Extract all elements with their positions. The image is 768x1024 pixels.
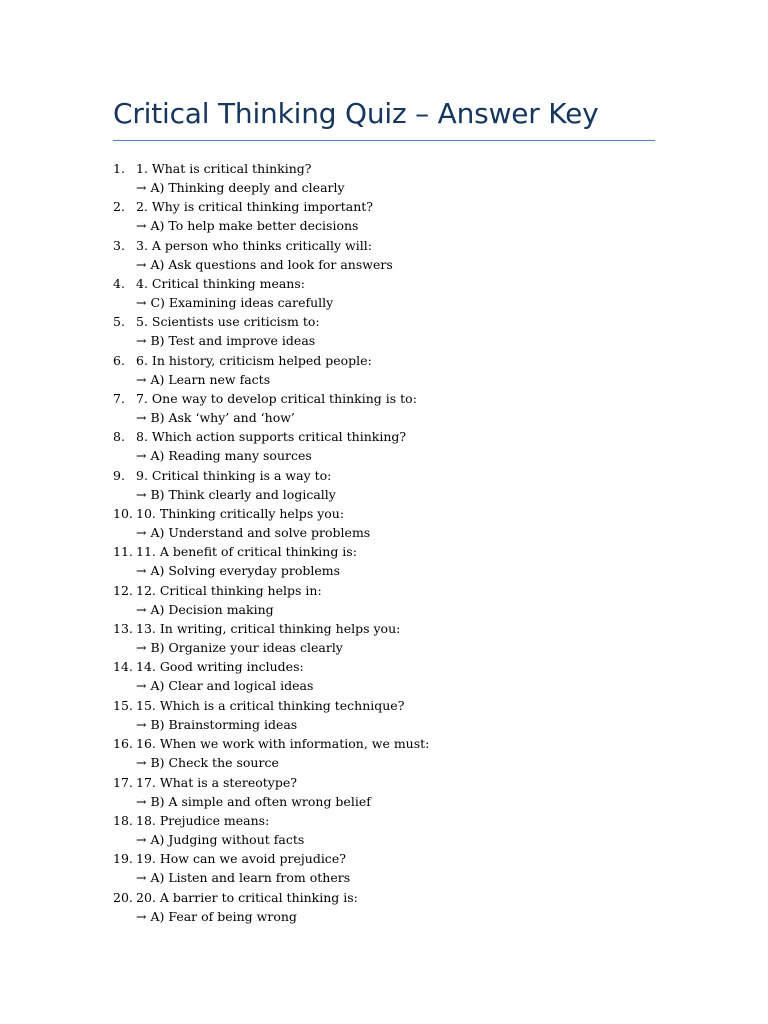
answer-text: → A) Understand and solve problems (136, 525, 371, 541)
list-item (113, 197, 673, 235)
question-text: 12. Critical thinking helps in: (136, 582, 322, 598)
question-text: 19. How can we avoid prejudice? (136, 851, 346, 867)
question-text: 3. A person who thinks critically will: (136, 237, 372, 253)
answer-text: → A) Decision making (136, 601, 274, 617)
list-item (113, 657, 673, 695)
question-text: 18. Prejudice means: (136, 812, 270, 828)
answer-text: → B) Test and improve ideas (136, 333, 316, 349)
title-divider (113, 140, 655, 141)
item-number: 14. (113, 659, 133, 675)
item-number: 4. (113, 276, 125, 292)
answer-text: → A) Fear of being wrong (136, 908, 297, 924)
item-number: 13. (113, 621, 133, 637)
list-item (113, 773, 673, 811)
list-item (113, 849, 673, 887)
list-item (113, 619, 673, 657)
list-item (113, 351, 673, 389)
question-text: 11. A benefit of critical thinking is: (136, 544, 357, 560)
question-text: 17. What is a stereotype? (136, 774, 297, 790)
question-text: 1. What is critical thinking? (136, 161, 312, 176)
answer-text: → B) Think clearly and logically (136, 486, 336, 502)
answer-text: → B) Ask ‘why’ and ‘how’ (136, 410, 295, 426)
list-item (113, 581, 673, 619)
item-number: 19. (113, 851, 133, 867)
question-text: 5. Scientists use criticism to: (136, 314, 320, 330)
answer-text: → A) Clear and logical ideas (136, 678, 314, 694)
item-number: 17. (113, 774, 133, 790)
question-text: 16. When we work with information, we must: (136, 736, 430, 752)
answer-text: → B) Brainstorming ideas (136, 716, 298, 732)
answer-text: → B) Organize your ideas clearly (136, 640, 343, 656)
question-text: 2. Why is critical thinking important? (136, 199, 373, 215)
list-item (113, 734, 673, 772)
answer-text: → A) Thinking deeply and clearly (136, 180, 345, 195)
list-item (113, 427, 673, 465)
list-item (113, 542, 673, 580)
answer-text: → A) Listen and learn from others (136, 870, 351, 886)
question-text: 20. A barrier to critical thinking is: (136, 889, 358, 905)
question-text: 8. Which action supports critical thinking? (136, 429, 407, 445)
list-item (113, 312, 673, 350)
question-text: 15. Which is a critical thinking technique? (136, 697, 405, 713)
answer-text: → A) Ask questions and look for answers (136, 256, 393, 272)
item-number: 2. (113, 199, 125, 215)
item-number: 8. (113, 429, 125, 445)
item-number: 5. (113, 314, 125, 330)
item-number: 6. (113, 352, 125, 368)
item-number: 15. (113, 697, 133, 713)
question-text: 14. Good writing includes: (136, 659, 304, 675)
list-item (113, 389, 673, 427)
question-list (113, 159, 673, 926)
item-number: 7. (113, 391, 125, 407)
question-text: 7. One way to develop critical thinking is to: (136, 391, 417, 407)
item-number: 10. (113, 506, 133, 522)
item-number: 9. (113, 467, 125, 483)
answer-text: → A) To help make better decisions (136, 218, 359, 234)
list-item (113, 504, 673, 542)
question-text: 9. Critical thinking is a way to: (136, 467, 332, 483)
item-number: 16. (113, 736, 133, 752)
answer-text: → C) Examining ideas carefully (136, 295, 334, 311)
list-item (113, 466, 673, 504)
question-text: 13. In writing, critical thinking helps you: (136, 621, 401, 637)
item-number: 20. (113, 889, 133, 905)
list-item (113, 274, 673, 312)
answer-text: → A) Reading many sources (136, 448, 312, 464)
item-number: 1. (113, 161, 125, 176)
item-number: 18. (113, 812, 133, 828)
list-item (113, 696, 673, 734)
answer-text: → B) Check the source (136, 755, 279, 771)
answer-text: → B) A simple and often wrong belief (136, 793, 371, 809)
answer-text: → A) Judging without facts (136, 831, 305, 847)
item-number: 12. (113, 582, 133, 598)
question-text: 4. Critical thinking means: (136, 276, 305, 292)
answer-text: → A) Solving everyday problems (136, 563, 341, 579)
question-text: 10. Thinking critically helps you: (136, 506, 345, 522)
question-text: 6. In history, criticism helped people: (136, 352, 372, 368)
item-number: 3. (113, 237, 125, 253)
item-number: 11. (113, 544, 133, 560)
page-title: Critical Thinking Quiz – Answer Key (113, 97, 599, 130)
list-item (113, 888, 673, 926)
list-item (113, 159, 673, 197)
answer-text: → A) Learn new facts (136, 371, 271, 387)
list-item (113, 236, 673, 274)
list-item (113, 811, 673, 849)
